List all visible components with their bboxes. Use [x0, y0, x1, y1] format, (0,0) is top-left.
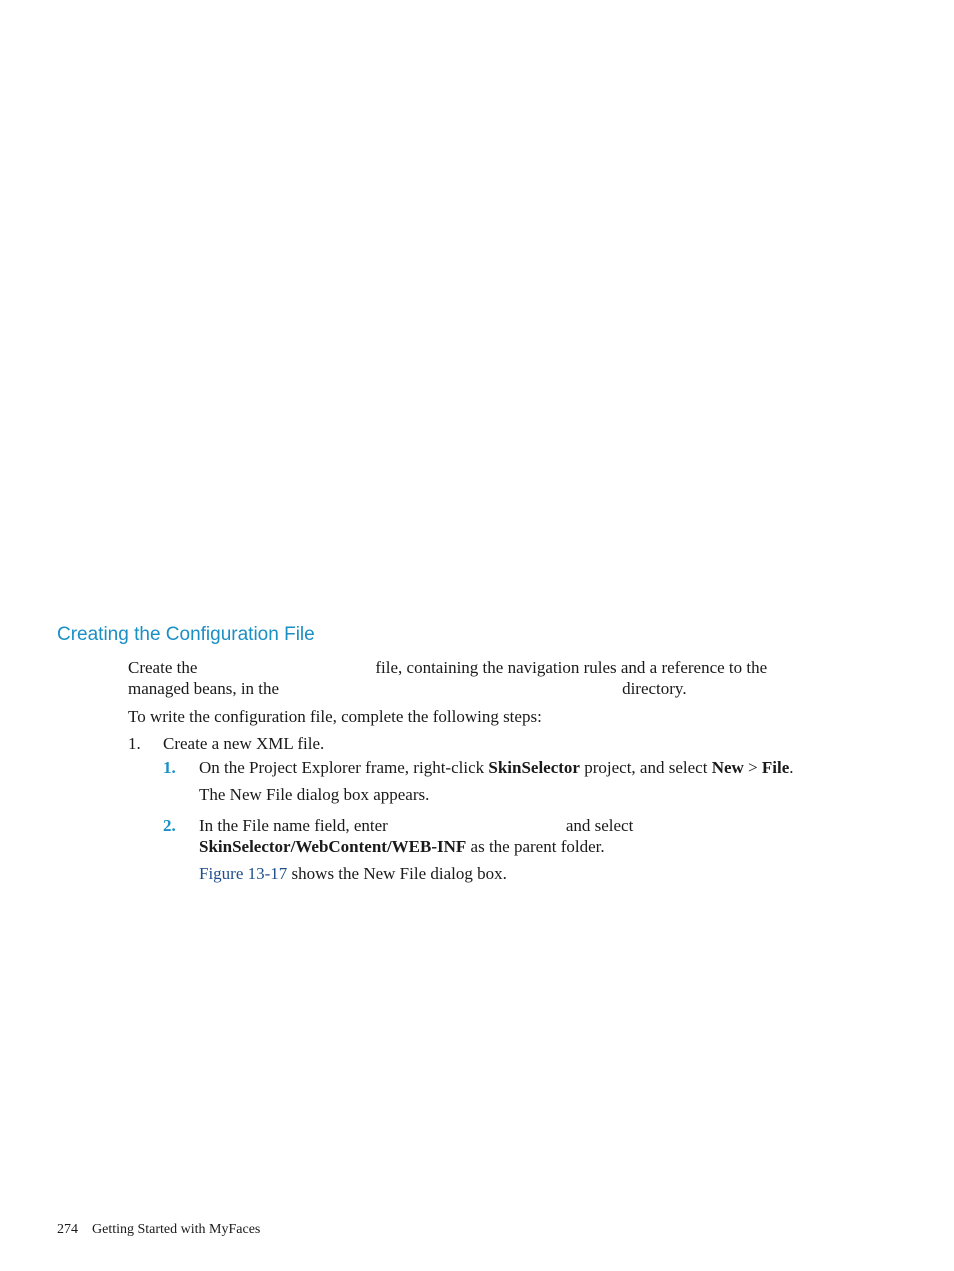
step-1-text: Create a new XML file. — [163, 734, 325, 753]
intro-text: file, containing the navigation rules and a reference to the — [375, 658, 768, 677]
intro-text: managed beans, in the — [128, 679, 280, 698]
intro-text: Create the — [128, 658, 198, 677]
substep-2-text-a: In the File name field, enter — [199, 816, 388, 835]
parent-folder-path: SkinSelector/WebContent/WEB-INF — [199, 837, 467, 856]
step-1-number: 1. — [128, 734, 141, 753]
lead-paragraph: To write the configuration file, complete the following steps: — [128, 707, 542, 726]
figure-link[interactable]: Figure 13-17 — [199, 864, 288, 883]
page-footer — [57, 1222, 260, 1238]
menu-file: File — [761, 758, 790, 777]
substep-2-number: 2. — [163, 816, 176, 835]
project-name: SkinSelector — [488, 758, 580, 777]
intro-line-1 — [128, 657, 767, 678]
figure-text: shows the New File dialog box. — [291, 864, 507, 883]
substep-1-result: The New File dialog box appears. — [199, 785, 430, 804]
sentence-end: . — [789, 758, 794, 777]
footer-title: Getting Started with MyFaces — [92, 1222, 261, 1237]
page-number: 274 — [57, 1222, 78, 1237]
intro-text: directory. — [622, 679, 687, 698]
figure-reference — [199, 863, 507, 884]
substep-1-number: 1. — [163, 758, 176, 777]
menu-separator: > — [748, 758, 758, 777]
substep-2-line-1 — [199, 815, 633, 836]
substep-1-text-b: project, and select — [584, 758, 708, 777]
intro-line-2 — [128, 678, 687, 699]
section-heading: Creating the Configuration File — [57, 624, 315, 645]
substep-2-text-c: as the parent folder. — [470, 837, 605, 856]
menu-new: New — [711, 758, 744, 777]
substep-2-text-b: and select — [565, 816, 634, 835]
substep-1-text-a: On the Project Explorer frame, right-click — [199, 758, 485, 777]
substep-1-text — [199, 757, 794, 778]
substep-2-line-2 — [199, 836, 605, 857]
